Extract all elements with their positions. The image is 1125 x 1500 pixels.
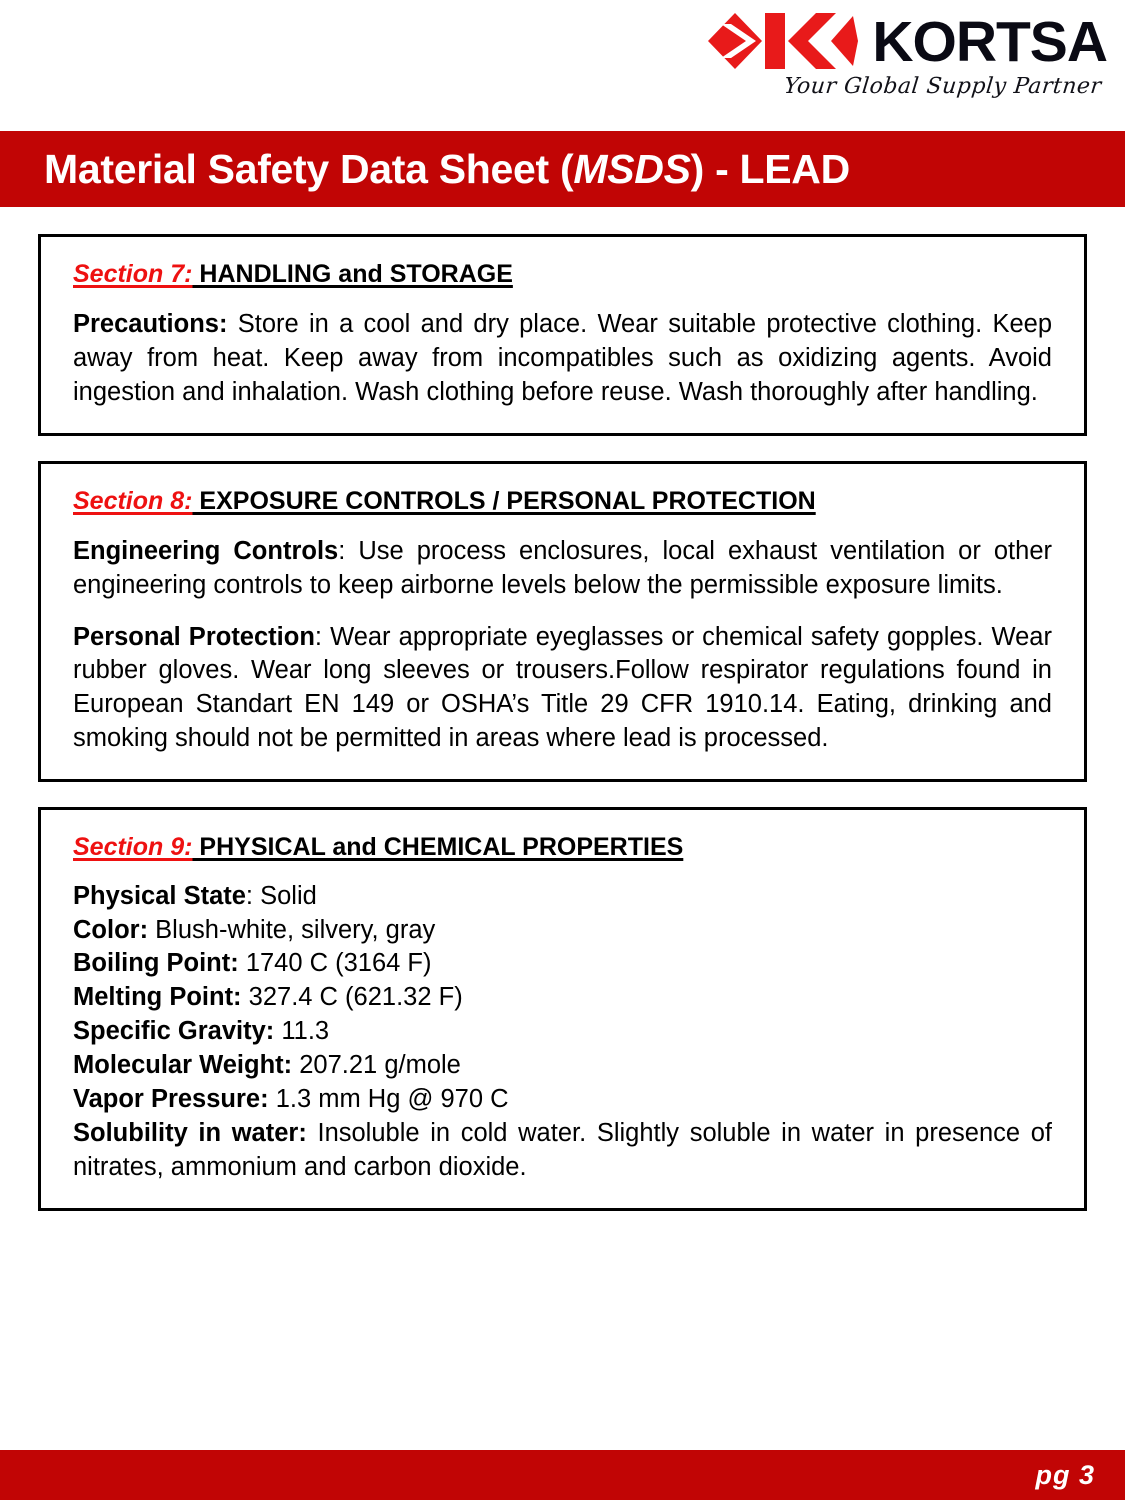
property-row-melting-point: [73, 981, 1052, 1015]
property-separator: [239, 949, 246, 977]
precautions-text: Store in a cool and dry place. Wear suitable protective clothing. Keep away from heat. Keep away from incompatibles such as oxidizing agents. Avoid ingestion and inhalation. Wash clothing before reuse. Wash thoroughly after handling.: [73, 310, 1052, 406]
section-9-number: Section 9:: [73, 833, 193, 862]
section-7-heading: [73, 259, 1052, 290]
section-7-title: HANDLING and STORAGE: [192, 260, 513, 288]
property-label: Boiling Point:: [73, 949, 239, 978]
precautions-paragraph: [73, 308, 1052, 409]
engineering-controls-label: Engineering Controls: [73, 537, 339, 566]
section-8-heading: [73, 486, 1052, 517]
property-separator: :: [245, 881, 261, 910]
document-title-bar: [0, 131, 1125, 207]
property-label: Molecular Weight:: [73, 1051, 293, 1080]
personal-protection-text: : Wear appropriate eyeglasses or chemical safety gopples. Wear rubber gloves. Wear long sleeves or trousers.Follow respirator regulations found in European Standart EN 149 or OSHA’s Title 29 CFR 1910.14. Eating, drinking and smoking should not be permitted in areas where lead is processed.: [73, 622, 1052, 752]
brand-wordmark: KORTSA: [872, 9, 1107, 74]
section-9-title: PHYSICAL and CHEMICAL PROPERTIES: [192, 833, 684, 862]
logo-row: [708, 10, 1107, 72]
page-title: [44, 146, 850, 193]
property-row-solubility: [73, 1117, 1052, 1184]
kortsa-chevron-mark-icon: [708, 10, 858, 72]
property-value: Solid: [260, 881, 317, 910]
property-label: Melting Point:: [73, 983, 242, 1012]
property-row-molecular-weight: [73, 1049, 1052, 1083]
property-value: 207.21 g/mole: [299, 1051, 461, 1080]
page-footer: [0, 1450, 1125, 1500]
section-7-number: Section 7:: [73, 260, 193, 288]
property-value: 1.3 mm Hg @ 970 C: [275, 1085, 509, 1114]
property-row-boiling-point: [73, 947, 1052, 981]
section-8-number: Section 8:: [73, 487, 193, 516]
section-7-box: [38, 234, 1087, 436]
brand-logo: [708, 10, 1107, 99]
document-content: [0, 234, 1125, 1211]
engineering-controls-paragraph: [73, 535, 1052, 602]
solubility-label: Solubility in water:: [73, 1119, 307, 1147]
property-row-vapor-pressure: [73, 1083, 1052, 1117]
property-value: Blush-white, silvery, gray: [155, 915, 436, 944]
section-8-box: [38, 461, 1087, 782]
page-title-suffix: ) - LEAD: [690, 145, 850, 192]
section-9-heading: [73, 832, 1052, 863]
section-9-box: [38, 807, 1087, 1211]
property-label: Physical State: [73, 881, 246, 910]
property-label: Vapor Pressure:: [73, 1085, 269, 1114]
personal-protection-label: Personal Protection: [73, 622, 315, 651]
page-number: pg 3: [1035, 1459, 1095, 1490]
personal-protection-paragraph: [73, 621, 1052, 756]
brand-tagline: Your Global Supply Partner: [782, 74, 1103, 99]
engineering-controls-text: : Use process enclosures, local exhaust ventilation or other engineering controls to keep airborne levels below the permissible exposure limits.: [73, 537, 1052, 600]
property-separator: [269, 1085, 276, 1113]
page-header: [0, 0, 1125, 131]
precautions-label: Precautions:: [73, 310, 228, 339]
property-row-physical-state: [73, 880, 1052, 914]
section-8-title: EXPOSURE CONTROLS / PERSONAL PROTECTION: [192, 487, 816, 516]
physical-properties-list: [73, 880, 1052, 1185]
property-value: 1740 C (3164 F): [245, 949, 432, 978]
solubility-value: Insoluble in cold water. Slightly soluble in water in presence of nitrates, ammonium and carbon dioxide.: [73, 1119, 1052, 1181]
page-title-msds: MSDS: [573, 145, 691, 192]
property-value: 11.3: [281, 1017, 330, 1046]
property-row-color: [73, 914, 1052, 948]
property-row-specific-gravity: [73, 1015, 1052, 1049]
property-separator: [242, 983, 249, 1011]
property-value: 327.4 C (621.32 F): [248, 983, 463, 1012]
property-label: Specific Gravity:: [73, 1017, 275, 1046]
property-label: Color:: [73, 915, 149, 944]
page-title-prefix: Material Safety Data Sheet (: [44, 145, 574, 192]
